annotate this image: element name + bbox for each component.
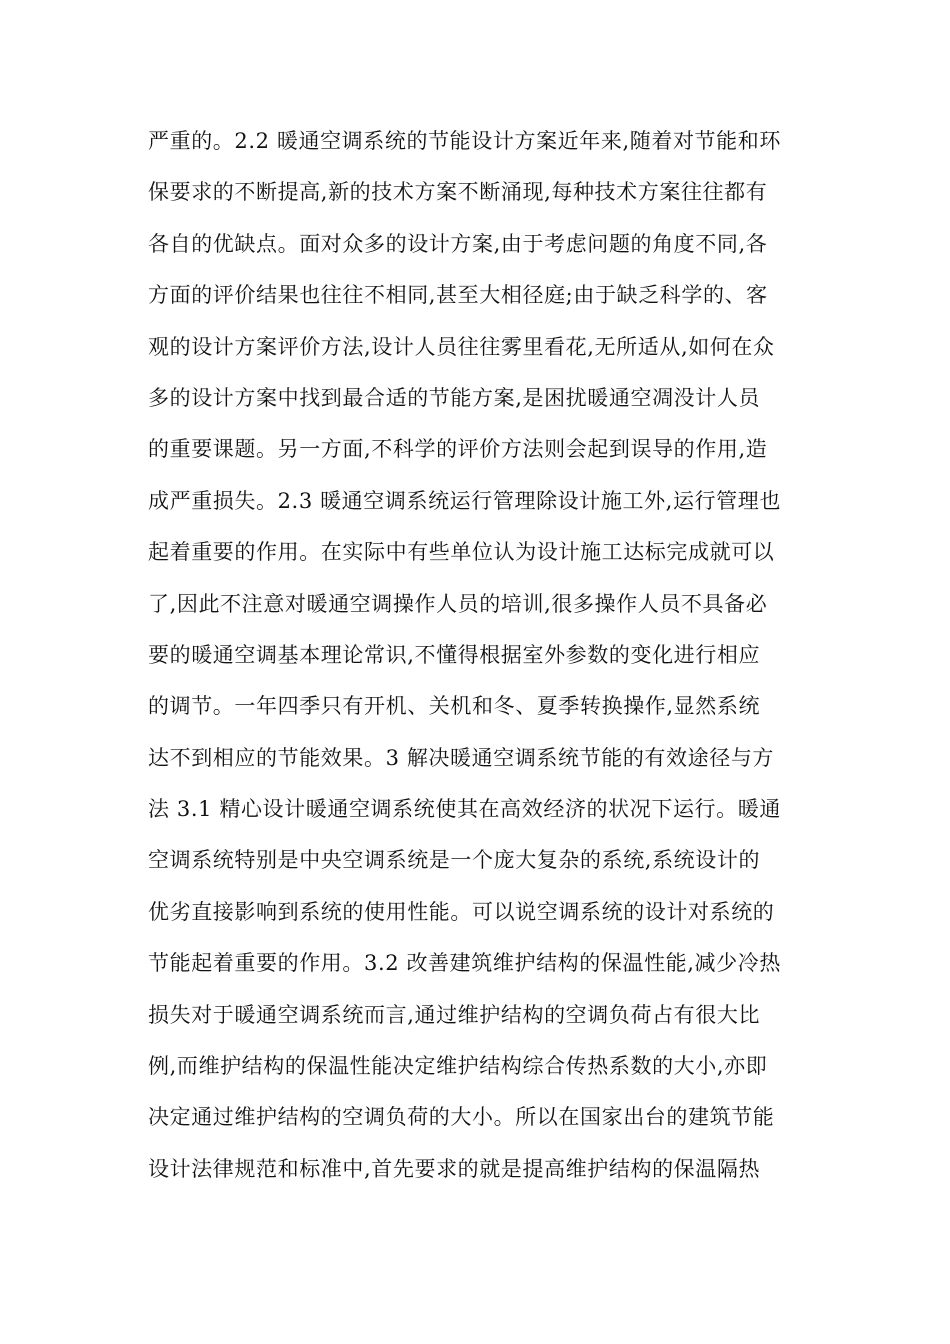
text-line-5: 观的设计方案评价方法,设计人员往往雾里看花,无所适从,如何在众 (148, 334, 775, 359)
text-line-2: 保要求的不断提高,新的技术方案不断涌现,每种技术方案往往都有 (148, 180, 768, 205)
text-line-19: 例,而维护结构的保温性能决定维护结构综合传热系数的大小,亦即 (148, 1054, 768, 1079)
text-line-14: 法 3.1 精心设计暖通空调系统使其在高效经济的状况下运行。暖通 (148, 797, 781, 822)
text-line-12: 的调节。一年四季只有开机、关机和冬、夏季转换操作,显然系统 (148, 694, 761, 719)
text-line-1: 严重的。2.2 暖通空调系统的节能设计方案近年来,随着对节能和环 (148, 129, 781, 153)
text-line-10: 了,因此不注意对暖通空调操作人员的培训,很多操作人员不具备必 (148, 591, 768, 616)
text-line-9: 起着重要的作用。在实际中有些单位认为设计施工达标完成就可以 (148, 540, 775, 565)
text-line-6: 多的设计方案中找到最合适的节能方案,是困扰暖通空凋没计人员 (148, 385, 761, 410)
text-line-15: 空调系统特别是中央空调系统是一个庞大复杂的系统,系统设计的 (148, 848, 761, 873)
text-line-16: 优劣直接影响到系统的使用性能。可以说空调系统的设计对系统的 (148, 899, 775, 924)
text-line-8: 成严重损失。2.3 暖通空调系统运行管理除设计施工外,运行管理也 (148, 488, 781, 513)
text-line-4: 方面的评价结果也往往不相同,甚至大相径庭;由于缺乏科学的、客 (148, 283, 768, 308)
text-line-18: 损失对于暖通空调系统而言,通过维护结构的空调负荷占有很大比 (148, 1002, 761, 1027)
text-line-13: 达不到相应的节能效果。3 解决暖通空调系统节能的有效途径与方 (148, 745, 775, 770)
text-line-21: 设计法律规范和标准中,首先要求的就是提高维护结构的保温隔热 (148, 1156, 761, 1181)
text-line-11: 要的暖通空调基本理论常识,不懂得根据室外参数的变化进行相应 (148, 642, 761, 667)
text-line-3: 各自的优缺点。面对众多的设计方案,由于考虑问题的角度不同,各 (148, 231, 768, 256)
text-line-20: 决定通过维护结构的空调负荷的大小。所以在国家出台的建筑节能 (148, 1105, 775, 1130)
text-line-7: 的重要课题。另一方面,不科学的评价方法则会起到误导的作用,造 (148, 437, 768, 462)
body-text (148, 116, 808, 1195)
text-line-17: 节能起着重要的作用。3.2 改善建筑维护结构的保温性能,减少冷热 (148, 951, 781, 976)
